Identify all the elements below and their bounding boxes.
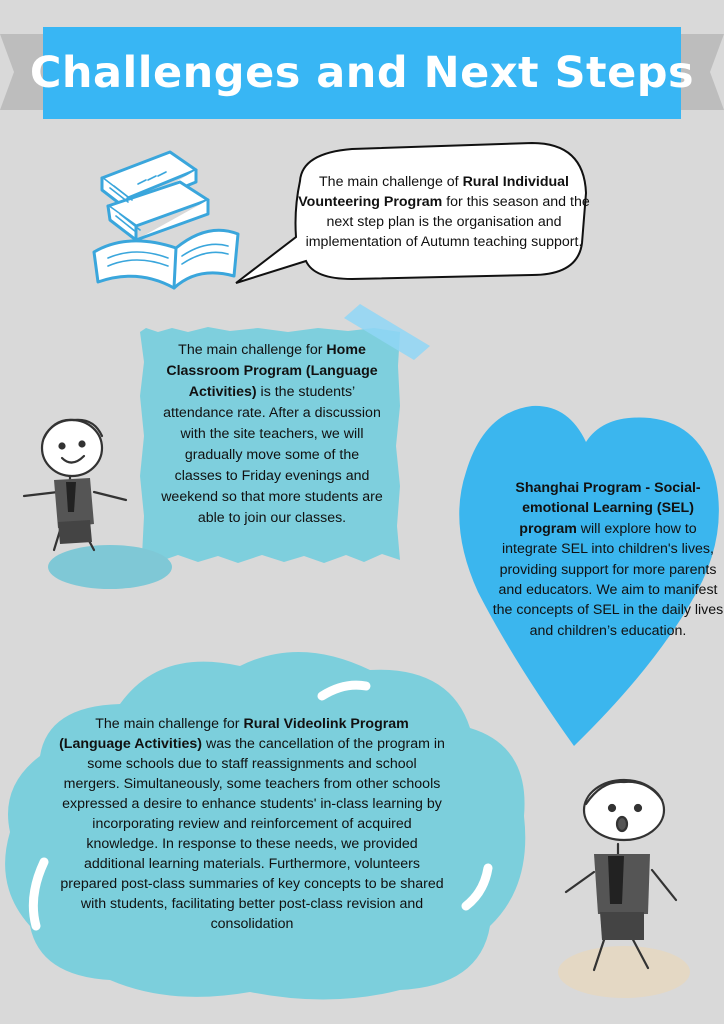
page-title: Challenges and Next Steps — [29, 48, 695, 98]
title-banner — [29, 27, 695, 119]
rural-videolink-text: The main challenge for Rural Videolink Program (Language Activities) was the cancellation of the program in some schools due to staff reassignments and school mergers. Simultaneously, some teachers from other schools expressed a desire to enhance students' in-class learning by incorporating review and reinforcement of acquired knowledge. In response to these needs, we provided additional learning materials. Furthermore, volunteers prepared post-class summaries of key concepts to be shared with students, facilitating better post-class revision and consolidation — [59, 716, 445, 932]
ribbon-notch-left — [0, 34, 14, 110]
shanghai-text: Shanghai Program - Social-emotional Learning (SEL) program will explore how to integrate SEL into children's lives, providing support for more parents and educators. We aim to manifest the concepts of SEL in the daily lives and children’s education. — [492, 480, 724, 639]
boy-waving-icon — [14, 412, 174, 592]
ribbon-notch-right — [710, 34, 724, 110]
rural-individual-text: The main challenge of Rural Individual Vounteering Program for this season and the next step plan is the organisation and implementation of Autumn teaching support. — [298, 174, 590, 250]
home-classroom-text: The main challenge for Home Classroom Program (Language Activities) is the students’ attendance rate. After a discussion with the site teachers, we will gradually move some of the classes to Friday evenings and weekend so that more students are able to join our classes. — [161, 342, 383, 526]
boy-surprised-icon — [552, 774, 702, 1004]
